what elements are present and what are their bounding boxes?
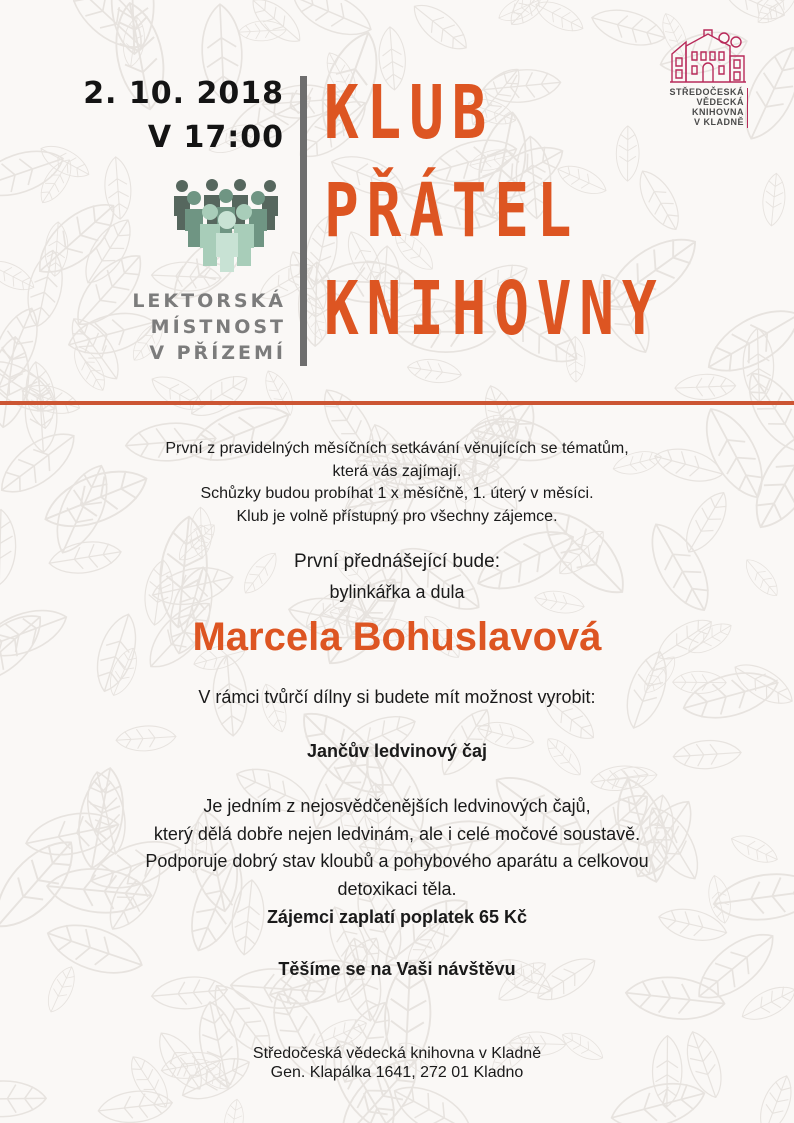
background-leaf: [698, 296, 794, 386]
background-leaf: [34, 154, 78, 208]
location-line: MÍSTNOST: [150, 316, 286, 338]
workshop-description: [0, 793, 794, 903]
description-line: Je jedním z nejosvědčenějších ledvinových čajů,: [203, 796, 591, 816]
closing-text: Těšíme se na Vaši návštěvu: [278, 959, 516, 979]
background-leaf: [0, 141, 69, 207]
event-time: V 17:00: [147, 120, 284, 155]
background-leaf: [0, 302, 48, 395]
event-date-time: [83, 72, 284, 160]
background-leaf: [26, 191, 126, 287]
background-leaf: [406, 356, 463, 386]
intro-line: Schůzky budou probíhat 1 x měsíčně, 1. úterý v měsíci.: [200, 485, 594, 502]
description-line: který dělá dobře nejen ledvinám, ale i celé močové soustavě.: [153, 823, 641, 844]
footer-street-address: Gen. Klapálka 1641, 272 01 Kladno: [270, 1064, 524, 1081]
title-line: PŘÁTEL: [324, 168, 580, 254]
logo-line: KNIHOVNA: [691, 107, 744, 117]
footer-address: [0, 1044, 794, 1082]
logo-rule: [747, 88, 748, 128]
location-line: V PŘÍZEMÍ: [149, 342, 286, 364]
horizontal-divider: [0, 401, 794, 405]
description-line: detoxikaci těla.: [337, 878, 457, 899]
background-leaf: [259, 366, 300, 420]
fee-text: Zájemci zaplatí poplatek 65 Kč: [266, 907, 528, 927]
intro-text: [0, 438, 794, 528]
intro-line: První z pravidelných měsíčních setkávání věnujících se tématům,: [165, 440, 629, 457]
lecturer-role: bylinkářka a dula: [329, 582, 465, 602]
logo-line: VĚDECKÁ: [696, 97, 744, 107]
logo-text: [669, 87, 744, 127]
description-line: Podporuje dobrý stav kloubů a pohybového aparátu a celkovou: [145, 851, 649, 871]
lecturer-intro: [0, 547, 794, 607]
background-leaf: [184, 367, 254, 425]
vertical-divider: [300, 76, 307, 366]
logo-line: V KLADNĚ: [693, 117, 744, 127]
intro-line: Klub je volně přístupný pro všechny zájemce.: [236, 507, 558, 525]
background-leaf: [287, 0, 378, 45]
intro-line: která vás zajímají.: [332, 462, 462, 480]
background-leaf: [0, 254, 39, 297]
background-leaf: [0, 1080, 46, 1117]
lecturer-name: Marcela Bohuslavová: [192, 615, 602, 659]
location-label: [132, 288, 286, 366]
background-leaf: [221, 1098, 246, 1123]
lecturer-intro-line: První přednášející bude:: [294, 551, 500, 572]
logo-line: STŘEDOČESKÁ: [669, 87, 744, 97]
background-leaf: [146, 369, 208, 418]
event-date: 2. 10. 2018: [83, 76, 284, 111]
background-leaf: [674, 373, 736, 400]
people-group-icon: [168, 176, 284, 272]
background-leaf: [761, 172, 788, 227]
title-line: KNIHOVNY: [324, 266, 665, 352]
event-title: [324, 64, 664, 358]
workshop-intro: V rámci tvůrčí dílny si budete mít možnost vyrobit:: [198, 687, 596, 707]
background-leaf: [0, 334, 34, 429]
title-line: KLUB: [324, 70, 495, 156]
library-building-icon: [668, 28, 748, 86]
location-line: LEKTORSKÁ: [132, 290, 286, 312]
background-leaf: [97, 1087, 174, 1123]
footer-library-name: Středočeská vědecká knihovna v Kladně: [252, 1045, 542, 1062]
background-leaf: [406, 0, 475, 59]
background-leaf: [737, 979, 794, 1028]
background-leaf: [588, 3, 670, 53]
background-leaf: [75, 212, 141, 291]
workshop-product: Jančův ledvinový čaj: [306, 741, 488, 761]
library-logo: [668, 28, 752, 132]
